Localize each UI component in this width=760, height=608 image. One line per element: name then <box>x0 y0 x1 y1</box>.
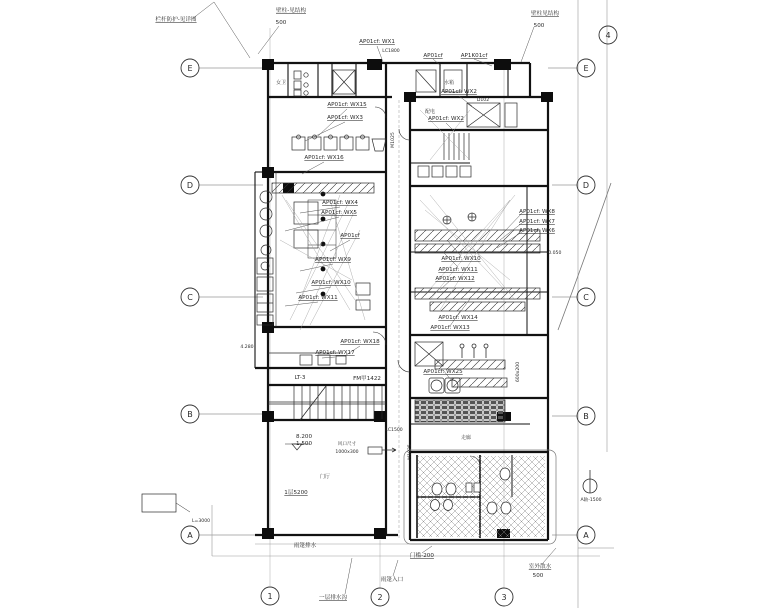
dim-500-bottom: 500 <box>532 573 544 579</box>
drain-ditch-note: 一层排水沟 <box>319 595 347 601</box>
vent-note: 风口尺寸 <box>337 442 357 447</box>
panel-label: AP01cf: WX11 <box>438 267 478 273</box>
shaft-tag: D102 <box>476 98 490 103</box>
threshold-note: 门槛-200 <box>410 553 434 559</box>
window-tag-top: LC1800 <box>382 49 400 54</box>
axis-label: E <box>187 64 193 73</box>
axis-label: A <box>187 531 193 540</box>
elevator-tag: LT-3 <box>294 375 306 381</box>
rail-note: 栏杆防护-见详图 <box>155 17 197 23</box>
panel-label: AP01cf: WX15 <box>327 102 367 108</box>
axis-bubble-d-left <box>181 176 199 194</box>
pilaster-note-top: 壁柱-见结构 <box>276 8 306 14</box>
steps-note: 室外散水 <box>528 564 552 570</box>
axis-bubble-d-right <box>577 176 595 194</box>
level-up: 8.200 <box>295 434 313 440</box>
axis-label: E <box>583 64 589 73</box>
axis-label: 1 <box>267 592 273 601</box>
grid-lines <box>199 0 614 608</box>
axis-label: 4 <box>605 31 611 40</box>
room-label-wc: 女卫 <box>275 80 287 86</box>
panel-label: AP01cf: WX10 <box>311 280 351 286</box>
panel-label: AP01cf <box>423 53 443 59</box>
axis-label: A <box>583 531 589 540</box>
panel-label: AP01cf: WX5 <box>321 210 357 216</box>
panel-label: AP01cf: WX14 <box>438 315 478 321</box>
panel-label: AP01cf: WX10 <box>441 256 481 262</box>
panel-label: AP01cf: WX9 <box>315 257 351 263</box>
canopy-drain-note: 雨篷排水 <box>293 543 317 549</box>
axis-bubble-a-left <box>181 526 199 544</box>
panel-label: AP01cf: WX13 <box>430 325 470 331</box>
axis-label: B <box>583 412 589 421</box>
axis-label: C <box>187 293 193 302</box>
level-down: -1.500 <box>293 441 313 447</box>
elevation-neg: -0.050 <box>546 251 562 256</box>
dim-500-right: 500 <box>533 23 545 29</box>
room-label-tank: 水箱 <box>443 80 455 86</box>
axis-label: 2 <box>377 593 383 602</box>
section-marker-note: A轴-1500 <box>580 498 602 503</box>
axis-bubble-3 <box>495 588 513 606</box>
panel-label: AP01cf: WX18 <box>340 339 380 345</box>
slope-note: 4.280 <box>240 345 254 350</box>
plan-details <box>142 70 611 544</box>
floor-note: 1层5200 <box>284 490 308 496</box>
panel-label: AP01cf: WX11 <box>298 295 338 301</box>
axis-bubble-1 <box>261 587 279 605</box>
axis-label: B <box>187 410 193 419</box>
door-tag-b: M1025 <box>408 444 413 460</box>
panel-label: AP01cf <box>340 233 360 239</box>
panel-label: AP01cf: WX17 <box>315 350 355 356</box>
door-tag-a: M1025 <box>391 132 396 148</box>
room-label-corridor: 走廊 <box>460 435 472 441</box>
axis-bubble-e-left <box>181 59 199 77</box>
panel-label: AP01cf: WX16 <box>304 155 344 161</box>
pilaster-note-right: 壁柱见结构 <box>531 11 559 17</box>
panel-label: AP01cf: WX8 <box>519 209 555 215</box>
panel-label: AP01cf: WX2 <box>428 116 464 122</box>
panel-label: AP01cf: WX1 <box>359 39 395 45</box>
axis-bubble-2 <box>371 588 389 606</box>
axis-bubble-a-right <box>577 526 595 544</box>
axis-bubble-b-left <box>181 405 199 423</box>
length-note: L=3000 <box>191 519 211 524</box>
axis-label: 3 <box>501 593 507 602</box>
panel-label: AP01cf: WX4 <box>322 200 358 206</box>
room-label-hall: 门厅 <box>319 474 331 480</box>
tray-size-tag: 600x200 <box>516 361 521 383</box>
panel-label: AP01cf: WX25 <box>423 369 463 375</box>
panel-label: AP01cf: WX12 <box>435 276 475 282</box>
axis-bubble-c-right <box>577 288 595 306</box>
axis-label: D <box>186 181 194 190</box>
panel-label: AP01cf: WX3 <box>327 115 363 121</box>
panel-label: AP01cf: WX7 <box>519 219 555 225</box>
panel-label: AP01cf: WX6 <box>519 228 555 234</box>
vent-size: 1000x300 <box>335 450 359 455</box>
axis-bubble-c-left <box>181 288 199 306</box>
panel-label: AP1K01cf <box>460 53 488 59</box>
axis-bubble-e-right <box>577 59 595 77</box>
panel-label: AP01cf: WX2 <box>441 89 477 95</box>
window-tag-mid: LC1500 <box>385 428 403 433</box>
room-label-dist: 配电 <box>424 109 436 115</box>
canopy-entry-note: 雨篷入口 <box>380 577 404 583</box>
dim-500-top: 500 <box>275 20 287 26</box>
axis-label: C <box>583 293 589 302</box>
fire-door-tag: FM甲1422 <box>353 376 381 382</box>
axis-label: D <box>582 181 590 190</box>
axis-bubble-b-right <box>577 407 595 425</box>
axis-bubble-4 <box>599 26 617 44</box>
